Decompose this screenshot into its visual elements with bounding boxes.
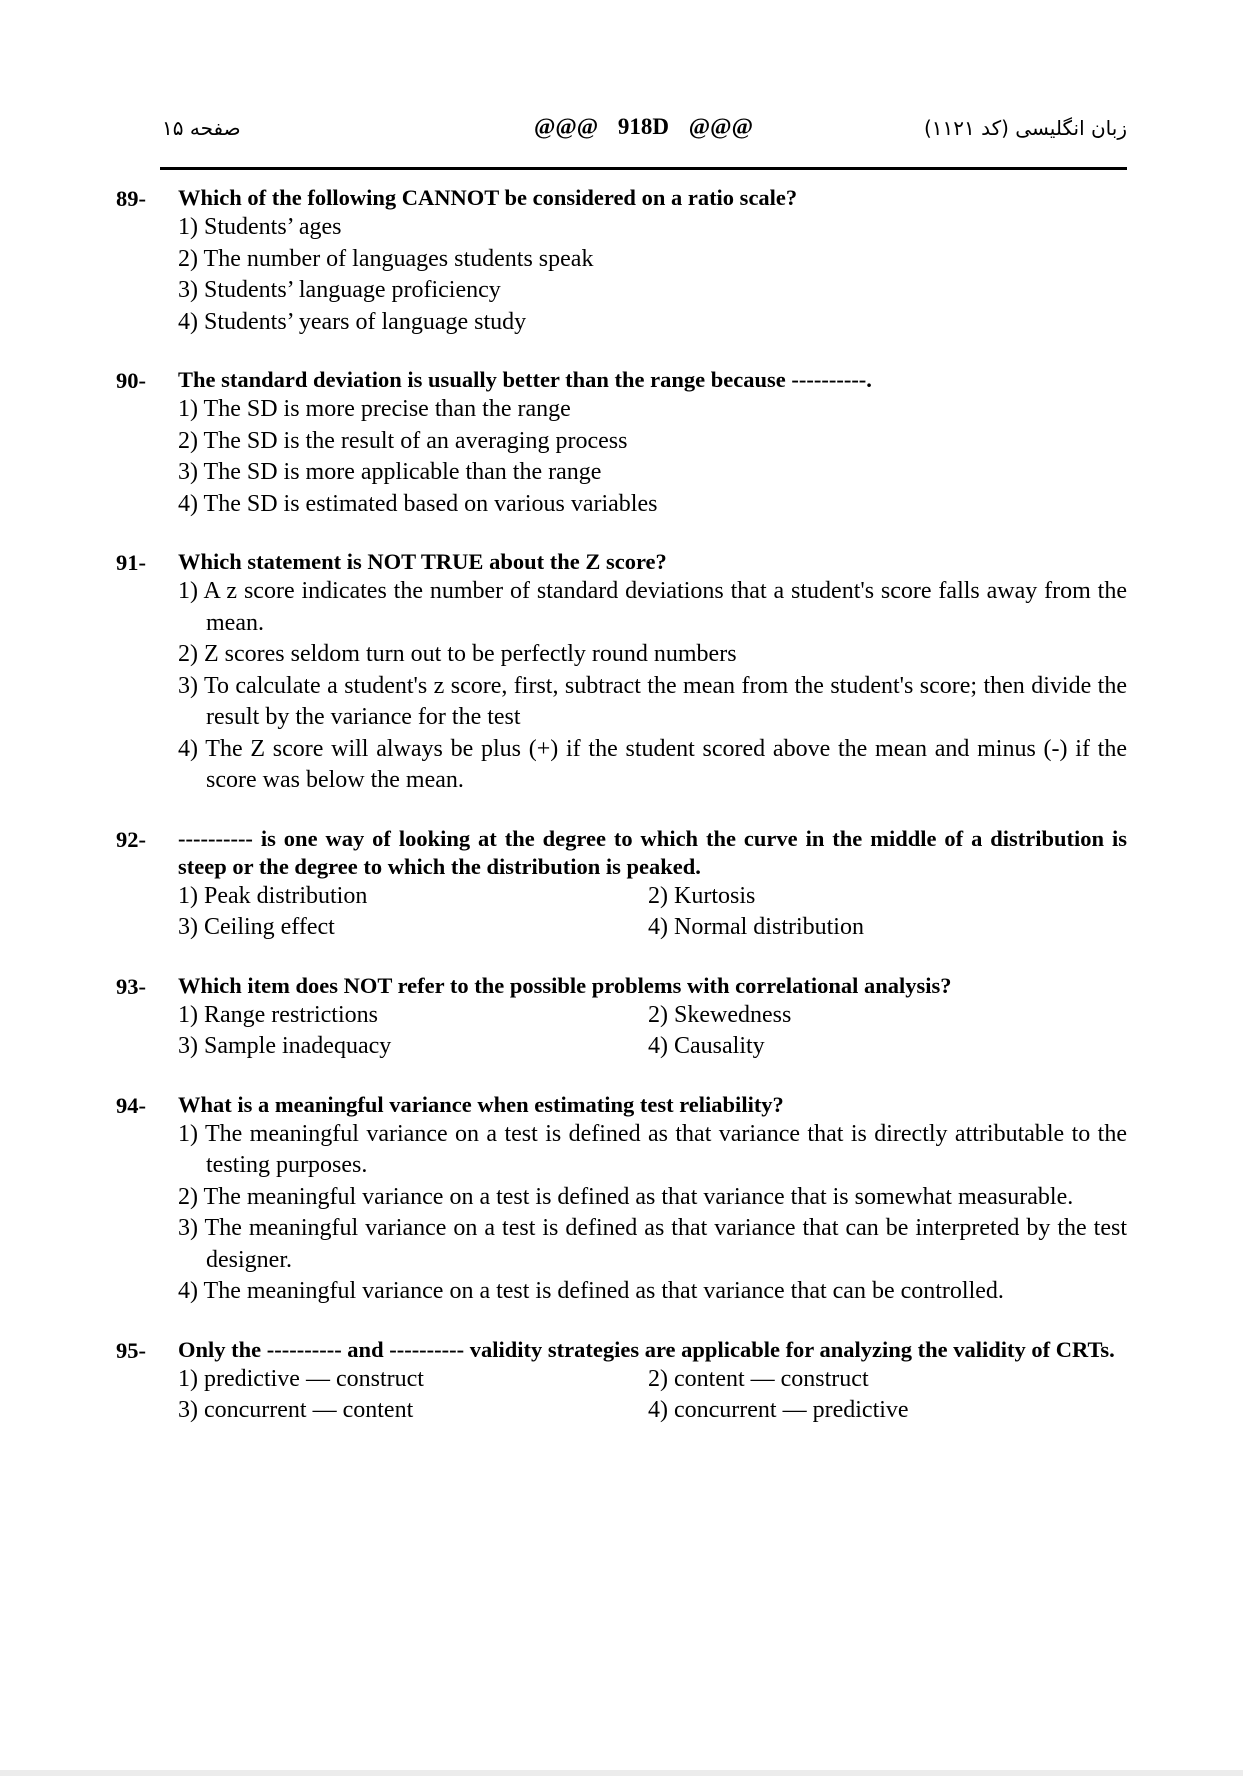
option-2: 2) Z scores seldom turn out to be perfectly round numbers	[178, 641, 737, 667]
option-3: 3) concurrent — content	[178, 1397, 414, 1423]
option-4: 4) The SD is estimated based on various variables	[178, 490, 658, 517]
question-stem: The standard deviation is usually better than the range because ----------.	[178, 367, 872, 392]
option-2: 2) The number of languages students speak	[178, 245, 594, 272]
subject-title: زبان انگلیسی (کد ۱۱۲۱)	[923, 116, 1127, 140]
option-grid	[178, 1364, 1127, 1427]
question-stem: Which item does NOT refer to the possible problems with correlational analysis?	[178, 972, 952, 998]
option-1: 1) Range restrictions	[178, 1001, 378, 1028]
option-1: 1) A z score indicates the number of standard deviations that a student's score falls away from the mean.	[178, 578, 1127, 636]
page-number: صفحه ۱۵	[162, 116, 241, 140]
option-2: 2) The SD is the result of an averaging process	[178, 427, 628, 454]
question-number: 89-	[116, 186, 146, 211]
option-3: 3) To calculate a student's z score, first, subtract the mean from the student's score; then divide the result by the variance for the test	[178, 672, 1127, 730]
question-number: 92-	[116, 826, 146, 852]
option-4: 4) Causality	[648, 1033, 765, 1059]
page-bottom-edge	[0, 1770, 1243, 1776]
option-3: 3) Sample inadequacy	[178, 1033, 392, 1059]
option-2: 2) Kurtosis	[648, 882, 756, 909]
question-number: 90-	[116, 368, 146, 393]
option-1: 1) predictive — construct	[178, 1365, 424, 1392]
option-grid	[178, 1000, 1127, 1063]
question-92	[116, 825, 1127, 944]
question-number: 93-	[116, 973, 146, 999]
question-95	[116, 1336, 1127, 1427]
option-3: 3) Ceiling effect	[178, 914, 335, 940]
question-stem: ---------- is one way of looking at the degree to which the curve in the middle of a distribution is steep or the degree to which the distribution is peaked.	[178, 825, 1127, 879]
question-list	[116, 184, 1127, 1455]
option-4: 4) The Z score will always be plus (+) if the student scored above the mean and minus (-) if the score was below the mean.	[178, 735, 1127, 793]
option-1: 1) Students’ ages	[178, 214, 342, 240]
question-94	[116, 1091, 1127, 1308]
option-3: 3) The SD is more applicable than the range	[178, 459, 602, 485]
question-93	[116, 972, 1127, 1063]
option-2: 2) content — construct	[648, 1365, 869, 1392]
option-1: 1) Peak distribution	[178, 882, 368, 909]
option-4: 4) concurrent — predictive	[648, 1397, 909, 1423]
option-4: 4) The meaningful variance on a test is defined as that variance that can be controlled.	[178, 1278, 1004, 1304]
question-number: 94-	[116, 1092, 146, 1118]
header-divider	[160, 167, 1127, 170]
option-4: 4) Normal distribution	[648, 914, 864, 940]
option-2: 2) The meaningful variance on a test is defined as that variance that is somewhat measurable.	[178, 1183, 1074, 1210]
question-number: 95-	[116, 1337, 146, 1363]
option-1: 1) The meaningful variance on a test is defined as that variance that is directly attributable to the testing purposes.	[178, 1120, 1127, 1178]
question-91	[116, 548, 1127, 797]
option-3: 3) Students’ language proficiency	[178, 277, 501, 303]
option-1: 1) The SD is more precise than the range	[178, 396, 571, 422]
option-2: 2) Skewedness	[648, 1001, 792, 1028]
question-stem: What is a meaningful variance when estimating test reliability?	[178, 1091, 784, 1117]
option-grid	[178, 881, 1127, 944]
question-number: 91-	[116, 550, 146, 575]
booklet-code: @@@ 918D @@@	[534, 114, 753, 139]
question-90	[116, 366, 1127, 520]
question-stem: Only the ---------- and ---------- validity strategies are applicable for analyzing the validity of CRTs.	[178, 1336, 1115, 1362]
page-header	[160, 116, 1127, 156]
question-stem: Which of the following CANNOT be considered on a ratio scale?	[178, 185, 798, 210]
question-89	[116, 184, 1127, 338]
question-stem: Which statement is NOT TRUE about the Z score?	[178, 549, 667, 574]
option-4: 4) Students’ years of language study	[178, 308, 527, 335]
option-3: 3) The meaningful variance on a test is defined as that variance that can be interpreted by the test designer.	[178, 1215, 1127, 1273]
